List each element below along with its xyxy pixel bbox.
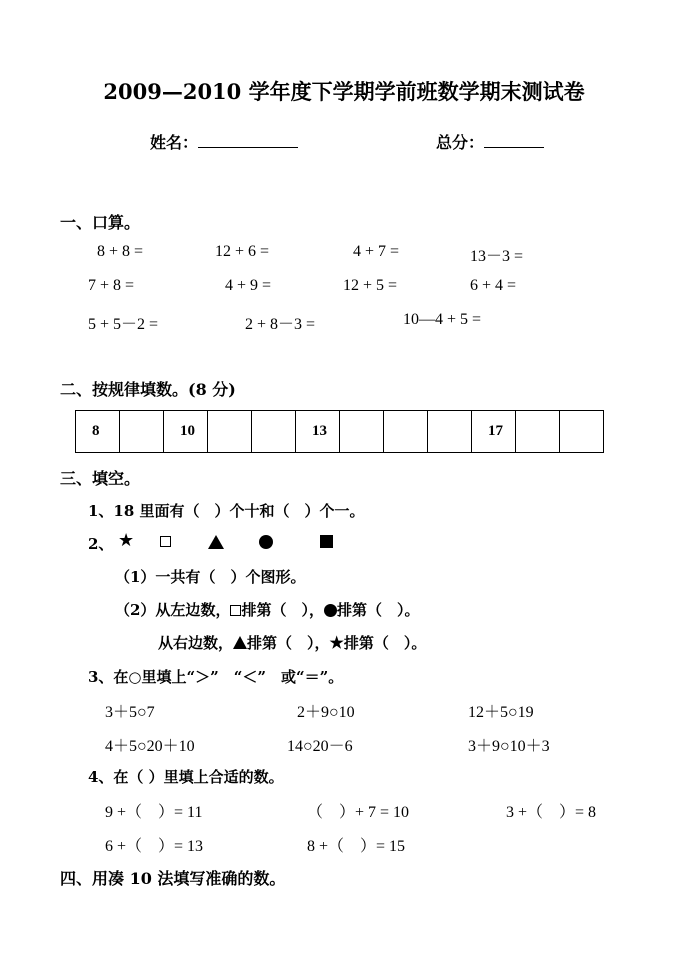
square-outline-icon [230,605,241,616]
arith-item: 7 + 8 = [88,277,135,294]
page-title: 2009—2010 学年度下学期学前班数学期末测试卷 [103,79,585,104]
triangle-icon [208,535,224,549]
fill-item: 3 +（ ）= 8 [506,804,597,821]
sequence-blank[interactable] [340,411,384,453]
arith-item: 8 + 8 = [97,243,144,260]
sequence-cell: 13 [296,411,340,453]
square-outline-icon [160,536,171,547]
arith-item: 12 + 6 = [215,243,270,260]
sequence-table [75,410,604,453]
question-2c: 从右边数， 排第（ ），★排第（ ）。 [158,633,427,652]
sequence-blank[interactable] [560,411,604,453]
filled-square-icon [320,535,333,548]
score-blank[interactable] [484,133,544,148]
compare-item: 3＋9○10＋3 [468,738,550,755]
question-2a: （1）一共有（ ）个图形。 [115,568,306,586]
section1-heading: 一、口算。 [60,213,141,232]
question-2-label: 2、 [88,535,114,553]
fill-item: （ ）+ 7 = 10 [307,804,410,821]
arith-item: 10—4 + 5 = [403,311,482,328]
sequence-blank[interactable] [208,411,252,453]
sequence-blank[interactable] [252,411,296,453]
circle-icon [324,604,337,617]
compare-item: 12＋5○19 [468,704,534,721]
sequence-blank[interactable] [120,411,164,453]
sequence-blank[interactable] [428,411,472,453]
fill-item: 6 +（ ）= 13 [105,838,204,855]
arith-item: 4 + 9 = [225,277,272,294]
sequence-cell: 8 [76,411,120,453]
compare-item: 14○20－6 [287,738,353,755]
question-3: 3、在○里填上“＞” “＜” 或“＝”。 [88,668,344,686]
sequence-cell: 10 [164,411,208,453]
arith-item: 12 + 5 = [343,277,398,294]
circle-icon [259,535,273,549]
compare-item: 2＋9○10 [297,704,355,721]
name-label: 姓名： [150,130,298,153]
compare-item: 4＋5○20＋10 [105,738,195,755]
score-label: 总分： [436,130,544,153]
section3-heading: 三、填空。 [60,469,141,488]
sequence-blank[interactable] [516,411,560,453]
question-4: 4、在（ ）里填上合适的数。 [88,768,284,786]
section2-heading: 二、按规律填数。(8 分) [60,380,236,399]
arith-item: 5 + 5－2 = [88,316,159,333]
question-2b: （2）从左边数， 排第（ ）， 排第（ ）。 [115,601,420,619]
sequence-cell: 17 [472,411,516,453]
triangle-icon [233,636,247,649]
compare-item: 3＋5○7 [105,704,155,721]
question-1: 1、18 里面有（ ）个十和（ ）个一。 [88,502,365,520]
star-icon: ★ [118,530,135,551]
fill-item: 9 +（ ）= 11 [105,804,203,821]
fill-item: 8 +（ ）= 15 [307,838,406,855]
arith-item: 2 + 8－3 = [245,316,316,333]
name-blank[interactable] [198,133,298,148]
section4-heading: 四、用凑 10 法填写准确的数。 [60,869,286,888]
star-icon: ★ [329,633,344,652]
arith-item: 6 + 4 = [470,277,517,294]
arith-item: 4 + 7 = [353,243,400,260]
sequence-blank[interactable] [384,411,428,453]
arith-item: 13－3 = [470,248,524,265]
